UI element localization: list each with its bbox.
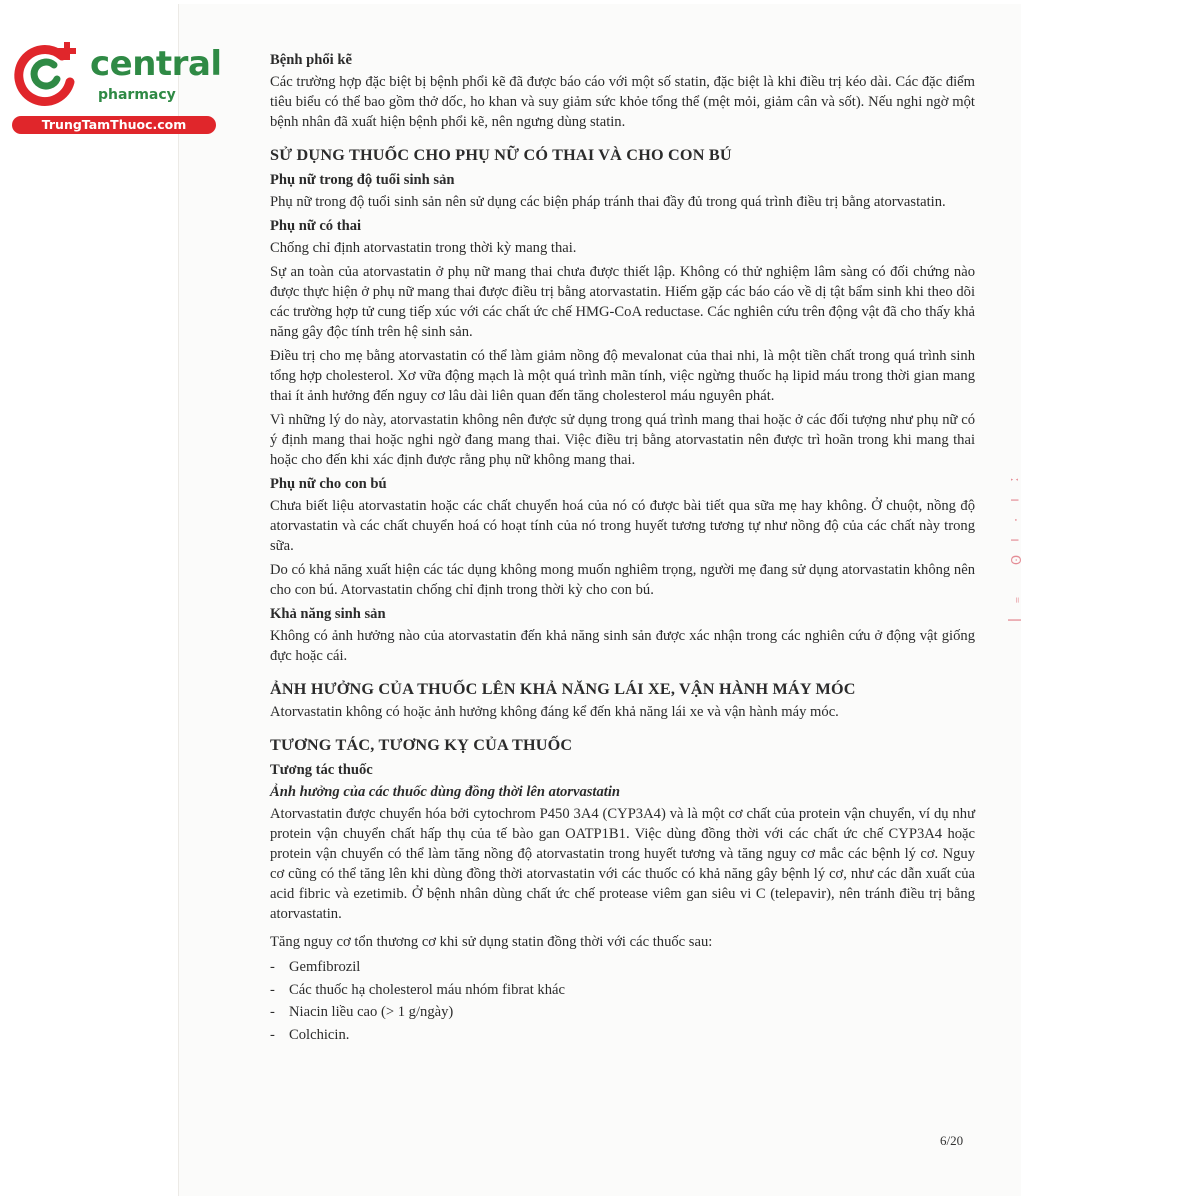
central-pharmacy-logo[interactable] <box>10 38 222 138</box>
paragraph: Tăng nguy cơ tổn thương cơ khi sử dụng statin đồng thời với các thuốc sau: <box>270 934 713 950</box>
paragraph: Phụ nữ trong độ tuổi sinh sản nên sử dụng các biện pháp tránh thai đầy đủ trong quá trình điều trị bằng atorvastatin. <box>270 194 946 210</box>
subheading-childbearing-age: Phụ nữ trong độ tuổi sinh sản <box>270 172 455 188</box>
paragraph: Do có khả năng xuất hiện các tác dụng không mong muốn nghiêm trọng, người mẹ đang sử dụng atorvastatin không nên cho con bú. Atorvastatin chống chỉ định trong thời kỳ cho con bú. <box>270 562 975 598</box>
heading-driving-machinery: ẢNH HƯỞNG CỦA THUỐC LÊN KHẢ NĂNG LÁI XE, VẬN HÀNH MÁY MÓC <box>270 680 856 698</box>
paragraph: Vì những lý do này, atorvastatin không nên được sử dụng trong quá trình mang thai hoặc ở các đối tượng như phụ nữ có ý định mang thai hoặc nghi ngờ đang mang thai. Việc điều trị bằng atorvastatin nên được trì hoãn trong khi mang thai hoặc cho đến khi xác định được rằng phụ nữ không mang thai. <box>270 412 975 468</box>
paragraph: Chưa biết liệu atorvastatin hoặc các chất chuyển hoá của nó có được bài tiết qua sữa mẹ hay không. Ở chuột, nồng độ atorvastatin và các chất chuyển hoá có hoạt tính của nó trong huyết tương tương tự như nồng độ của các chất này trong sữa. <box>270 498 975 554</box>
paragraph: Atorvastatin được chuyển hóa bởi cytochrom P450 3A4 (CYP3A4) và là một cơ chất của protein vận chuyển, ví dụ như protein vận chuyển chất hấp thụ của tế bào gan OATP1B1. Việc dùng đồng thời với các chất ức chế CYP3A4 hoặc protein vận chuyển có thể làm tăng nồng độ atorvastatin trong huyết tương và tăng nguy cơ mắc các bệnh lý cơ. Nguy cơ cũng có thể tăng lên khi dùng đồng thời atorvastatin với các thuốc có khả năng gây bệnh lý cơ, như các dẫn xuất của acid fibric và ezetimib. Ở bệnh nhân dùng chất ức chế protease viêm gan siêu vi C (telepavir), nên tránh điều trị bằng atorvastatin. <box>270 806 975 922</box>
subheading-concomitant-effects: Ảnh hưởng của các thuốc dùng đồng thời lên atorvastatin <box>270 784 621 800</box>
heading-pregnancy-lactation: SỬ DỤNG THUỐC CHO PHỤ NỮ CÓ THAI VÀ CHO CON BÚ <box>270 146 732 164</box>
margin-stamp-marks: ː ı · ı ʘ ⁼ ǀ <box>1007 477 1022 622</box>
paragraph: Các trường hợp đặc biệt bị bệnh phổi kẽ đã được báo cáo với một số statin, đặc biệt là khi điều trị kéo dài. Các đặc điểm tiêu biểu có thể bao gồm thở dốc, ho khan và suy giảm sức khỏe tổng thể (mệt mỏi, giảm cân và sốt). Nếu nghi ngờ một bệnh nhân đã xuất hiện bệnh phổi kẽ, nên ngưng dùng statin. <box>270 74 975 130</box>
logo-subtitle: pharmacy <box>98 87 176 103</box>
logo-site-banner: TrungTamThuoc.com <box>12 116 216 134</box>
page-number: 6/20 <box>940 1133 964 1148</box>
document-content <box>270 50 975 1046</box>
paragraph: Sự an toàn của atorvastatin ở phụ nữ mang thai chưa được thiết lập. Không có thử nghiệm lâm sàng có đối chứng nào được thực hiện ở phụ nữ mang thai được điều trị bằng atorvastatin. Hiếm gặp các báo cáo về dị tật bẩm sinh khi theo dõi các trường hợp tử cung tiếp xúc với các chất ức chế HMG-CoA reductase. Các nghiên cứu trên động vật đã cho thấy khả năng gây độc tính trên hệ sinh sản. <box>270 264 975 340</box>
list-item: - Gemfibrozil <box>270 956 975 979</box>
interaction-drug-list <box>270 956 975 1046</box>
list-item: - Các thuốc hạ cholesterol máu nhóm fibrat khác <box>270 979 975 1002</box>
subheading-fertility: Khả năng sinh sản <box>270 606 386 622</box>
paragraph: Điều trị cho mẹ bằng atorvastatin có thể làm giảm nồng độ mevalonat của thai nhi, là một tiền chất trong quá trình sinh tổng hợp cholesterol. Xơ vữa động mạch là một quá trình mãn tính, việc ngừng thuốc hạ lipid máu trong thời gian mang thai ít ảnh hưởng đến nguy cơ lâu dài liên quan đến tăng cholesterol máu nguyên phát. <box>270 348 975 404</box>
paragraph: Atorvastatin không có hoặc ảnh hưởng không đáng kể đến khả năng lái xe và vận hành máy móc. <box>270 704 839 720</box>
list-item: - Colchicin. <box>270 1024 975 1047</box>
subheading-pregnancy: Phụ nữ có thai <box>270 218 362 234</box>
heading-interactions: TƯƠNG TÁC, TƯƠNG KỴ CỦA THUỐC <box>270 736 573 754</box>
subheading-breastfeeding: Phụ nữ cho con bú <box>270 476 387 492</box>
pharmacy-cross-logo-icon <box>10 38 82 110</box>
paragraph: Không có ảnh hưởng nào của atorvastatin đến khả năng sinh sản được xác nhận trong các nghiên cứu ở động vật giống đực hoặc cái. <box>270 628 975 664</box>
logo-wordmark: central <box>90 44 222 84</box>
paragraph: Chống chỉ định atorvastatin trong thời kỳ mang thai. <box>270 240 577 256</box>
section-title-interstitial-lung: Bệnh phổi kẽ <box>270 52 352 68</box>
list-item: - Niacin liều cao (> 1 g/ngày) <box>270 1001 975 1024</box>
subheading-drug-interactions: Tương tác thuốc <box>270 762 373 778</box>
